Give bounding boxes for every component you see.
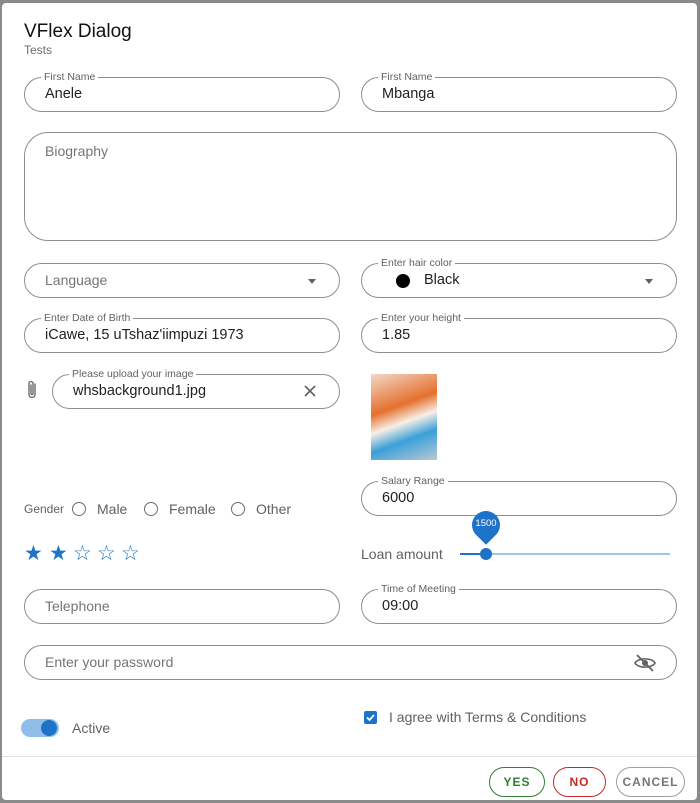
chevron-down-icon — [308, 279, 316, 284]
meeting-time-label: Time of Meeting — [378, 582, 459, 596]
star-outline-icon[interactable]: ☆ — [121, 542, 140, 565]
salary-value: 6000 — [382, 490, 415, 506]
height-label: Enter your height — [378, 311, 464, 325]
terms-checkbox[interactable] — [364, 711, 377, 724]
language-select[interactable] — [24, 263, 340, 298]
gender-other-label: Other — [256, 501, 292, 517]
language-placeholder: Language — [45, 272, 108, 288]
loan-slider-thumb[interactable] — [480, 548, 492, 560]
toggle-knob — [41, 720, 57, 736]
star-filled-icon[interactable]: ★ — [24, 542, 43, 565]
first-name-field[interactable] — [24, 71, 340, 112]
biography-textarea[interactable] — [24, 132, 677, 241]
star-outline-icon[interactable]: ☆ — [97, 542, 116, 565]
dob-field[interactable] — [24, 312, 340, 353]
telephone-placeholder: Telephone — [45, 598, 110, 614]
color-swatch-icon — [396, 274, 410, 288]
first-name-value: Anele — [45, 86, 83, 102]
chevron-down-icon — [645, 279, 653, 284]
clear-icon[interactable] — [303, 384, 317, 403]
telephone-field[interactable] — [24, 589, 340, 624]
dob-value: iCawe, 15 uTshaz'iimpuzi 1973 — [45, 327, 244, 343]
last-name-value: Mbanga — [382, 86, 435, 102]
height-value: 1.85 — [382, 327, 411, 343]
height-field[interactable] — [361, 312, 677, 353]
loan-label: Loan amount — [361, 546, 443, 562]
image-upload-field[interactable] — [52, 368, 340, 409]
cancel-button[interactable]: CANCEL — [616, 767, 685, 797]
password-placeholder: Enter your password — [45, 654, 174, 670]
first-name-label: First Name — [41, 70, 98, 84]
star-outline-icon[interactable]: ☆ — [73, 542, 92, 565]
biography-placeholder: Biography — [45, 143, 109, 159]
password-field[interactable] — [24, 645, 677, 680]
last-name-field[interactable] — [361, 71, 677, 112]
gender-label: Gender — [24, 502, 65, 516]
image-upload-label: Please upload your image — [69, 367, 196, 381]
loan-value: 1500 — [475, 518, 497, 529]
terms-label: I agree with Terms & Conditions — [389, 709, 587, 725]
hair-color-select[interactable] — [361, 257, 677, 298]
dialog-title: VFlex Dialog — [24, 21, 132, 42]
eye-off-icon[interactable] — [634, 654, 656, 677]
gender-other-radio[interactable] — [231, 502, 245, 516]
no-button[interactable]: NO — [553, 767, 606, 797]
last-name-label: First Name — [378, 70, 435, 84]
gender-male-label: Male — [97, 501, 128, 517]
dialog-subtitle: Tests — [24, 43, 53, 57]
meeting-time-value: 09:00 — [382, 598, 419, 614]
yes-button[interactable]: YES — [489, 767, 545, 797]
vflex-dialog — [2, 3, 697, 800]
paperclip-icon[interactable] — [24, 379, 40, 406]
uploaded-image-thumbnail — [371, 374, 437, 460]
hair-color-value: Black — [424, 272, 460, 288]
dob-label: Enter Date of Birth — [41, 311, 133, 325]
gender-female-radio[interactable] — [144, 502, 158, 516]
salary-label: Salary Range — [378, 474, 448, 488]
hair-color-label: Enter hair color — [378, 256, 455, 270]
gender-male-radio[interactable] — [72, 502, 86, 516]
salary-field[interactable] — [361, 475, 677, 516]
meeting-time-field[interactable] — [361, 583, 677, 624]
image-upload-value: whsbackground1.jpg — [73, 383, 207, 399]
actions-divider — [2, 756, 697, 757]
active-toggle[interactable] — [21, 719, 59, 737]
active-label: Active — [72, 720, 111, 736]
star-filled-icon[interactable]: ★ — [49, 542, 68, 565]
gender-female-label: Female — [169, 501, 216, 517]
